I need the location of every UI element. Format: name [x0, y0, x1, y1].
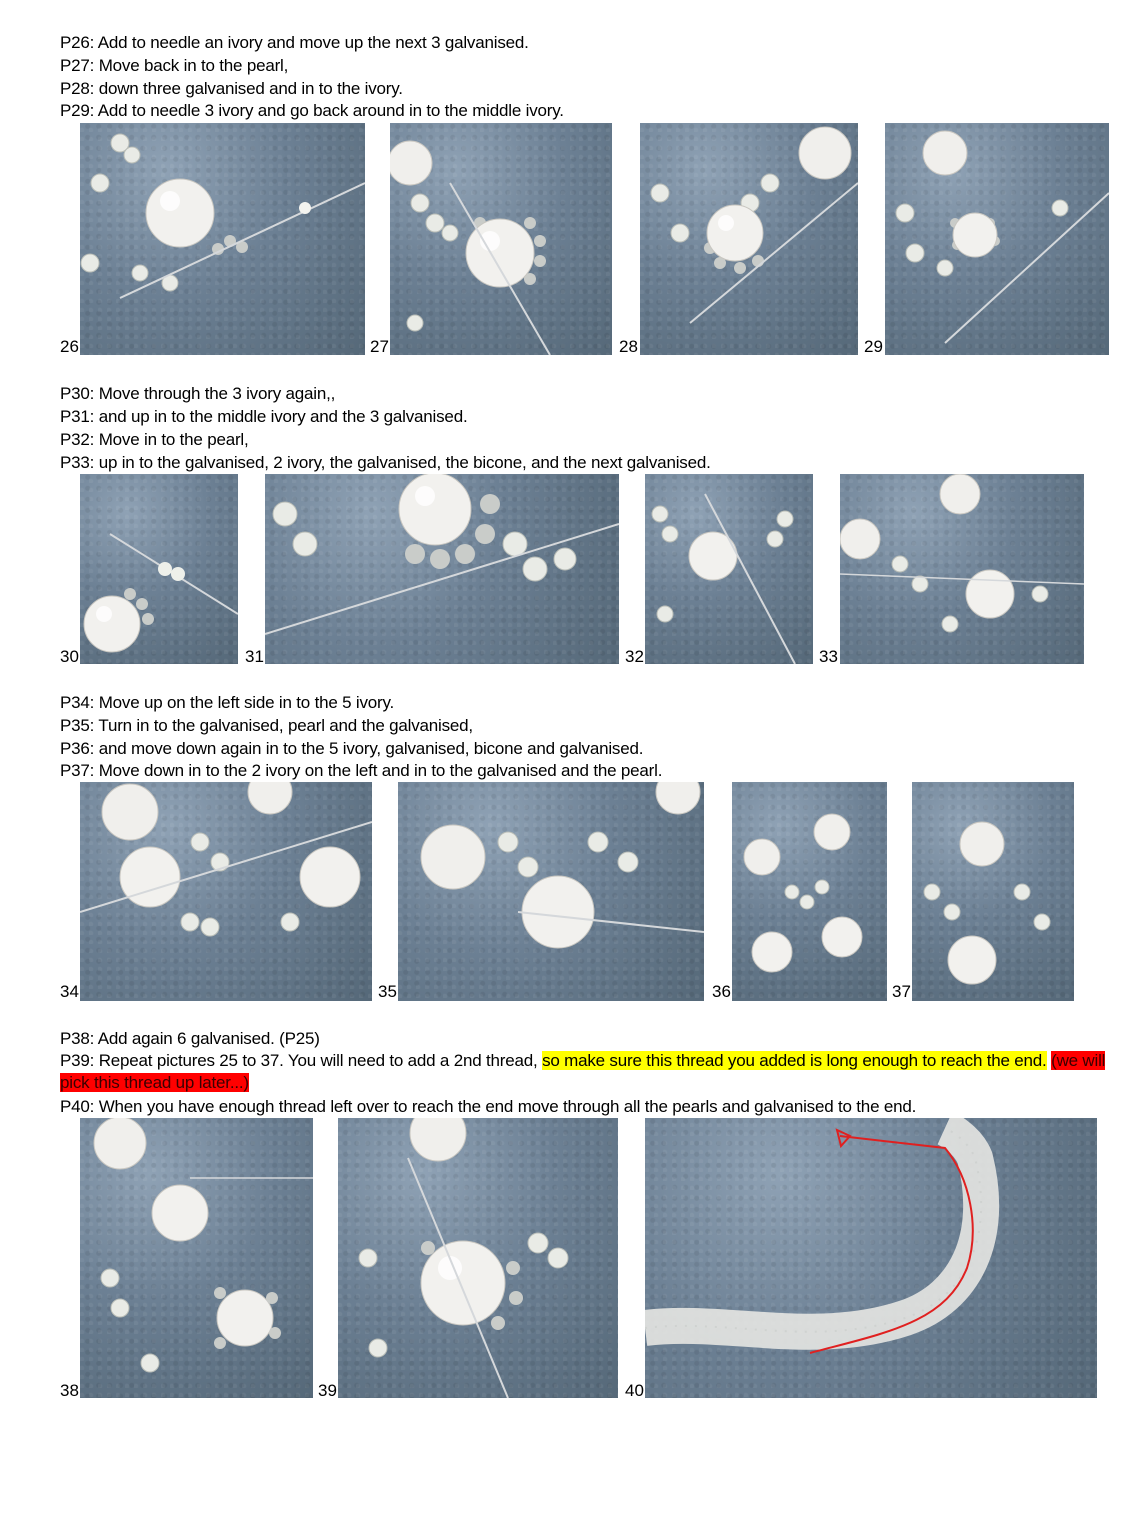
photo-step-36 — [732, 782, 887, 1001]
photo-number-29: 29 — [864, 337, 883, 356]
bead-photo-38-graphic — [80, 1118, 313, 1398]
instruction-p38: P38: Add again 6 galvanised. (P25) — [60, 1029, 320, 1048]
photo-number-32: 32 — [625, 647, 644, 666]
photo-number-33: 33 — [819, 647, 838, 666]
photo-number-36: 36 — [712, 982, 731, 1001]
instruction-p39 — [60, 1050, 1120, 1094]
instruction-p31: P31: and up in to the middle ivory and the 3 galvanised. — [60, 407, 468, 426]
photo-number-34: 34 — [60, 982, 79, 1001]
bead-photo-33-graphic — [840, 474, 1084, 664]
instruction-p26: P26: Add to needle an ivory and move up the next 3 galvanised. — [60, 33, 529, 52]
photo-number-35: 35 — [378, 982, 397, 1001]
bead-photo-37-graphic — [912, 782, 1074, 1001]
bead-photo-35-graphic — [398, 782, 704, 1001]
photo-number-38: 38 — [60, 1381, 79, 1400]
photo-step-38 — [80, 1118, 313, 1398]
instruction-p29: P29: Add to needle 3 ivory and go back around in to the middle ivory. — [60, 101, 564, 120]
photo-number-40: 40 — [625, 1381, 644, 1400]
bead-photo-31-graphic — [265, 474, 619, 664]
photo-number-31: 31 — [245, 647, 264, 666]
photo-step-34 — [80, 782, 372, 1001]
bead-photo-28-graphic — [640, 123, 858, 355]
photo-step-32 — [645, 474, 813, 664]
bead-photo-36-graphic — [732, 782, 887, 1001]
photo-step-40 — [645, 1118, 1097, 1398]
instruction-p39-yellow-highlight: so make sure this thread you added is long enough to reach the end. — [542, 1051, 1047, 1070]
instruction-p35: P35: Turn in to the galvanised, pearl and the galvanised, — [60, 716, 473, 735]
photo-step-31 — [265, 474, 619, 664]
photo-step-29 — [885, 123, 1109, 355]
instruction-p27: P27: Move back in to the pearl, — [60, 56, 289, 75]
bead-photo-32-graphic — [645, 474, 813, 664]
bead-photo-29-graphic — [885, 123, 1109, 355]
photo-number-30: 30 — [60, 647, 79, 666]
photo-step-33 — [840, 474, 1084, 664]
bead-photo-26-graphic — [80, 123, 365, 355]
photo-number-28: 28 — [619, 337, 638, 356]
bead-photo-34-graphic — [80, 782, 372, 1001]
instruction-p39-text: P39: Repeat pictures 25 to 37. You will need to add a 2nd thread, — [60, 1051, 543, 1070]
instruction-p34: P34: Move up on the left side in to the 5 ivory. — [60, 693, 395, 712]
photo-step-37 — [912, 782, 1074, 1001]
photo-step-28 — [640, 123, 858, 355]
photo-number-27: 27 — [370, 337, 389, 356]
photo-number-37: 37 — [892, 982, 911, 1001]
instruction-p32: P32: Move in to the pearl, — [60, 430, 249, 449]
instruction-p40: P40: When you have enough thread left over to reach the end move through all the pearls and galvanised to the end. — [60, 1097, 917, 1116]
photo-step-26 — [80, 123, 365, 355]
photo-step-27 — [390, 123, 612, 355]
instruction-p36: P36: and move down again in to the 5 ivory, galvanised, bicone and galvanised. — [60, 739, 644, 758]
instruction-p30: P30: Move through the 3 ivory again,, — [60, 384, 336, 403]
instruction-p28: P28: down three galvanised and in to the ivory. — [60, 79, 403, 98]
photo-number-26: 26 — [60, 337, 79, 356]
bead-photo-30-graphic — [80, 474, 238, 664]
instruction-p39-red-highlight: (we will pick this thread up later...) — [60, 1051, 1106, 1092]
instruction-p33: P33: up in to the galvanised, 2 ivory, the galvanised, the bicone, and the next galvanised. — [60, 453, 711, 472]
bead-photo-39-graphic — [338, 1118, 618, 1398]
bead-photo-40-graphic — [645, 1118, 1097, 1398]
bead-photo-27-graphic — [390, 123, 612, 355]
photo-step-39 — [338, 1118, 618, 1398]
photo-number-39: 39 — [318, 1381, 337, 1400]
instruction-p37: P37: Move down in to the 2 ivory on the left and in to the galvanised and the pearl. — [60, 761, 663, 780]
photo-step-35 — [398, 782, 704, 1001]
photo-step-30 — [80, 474, 238, 664]
